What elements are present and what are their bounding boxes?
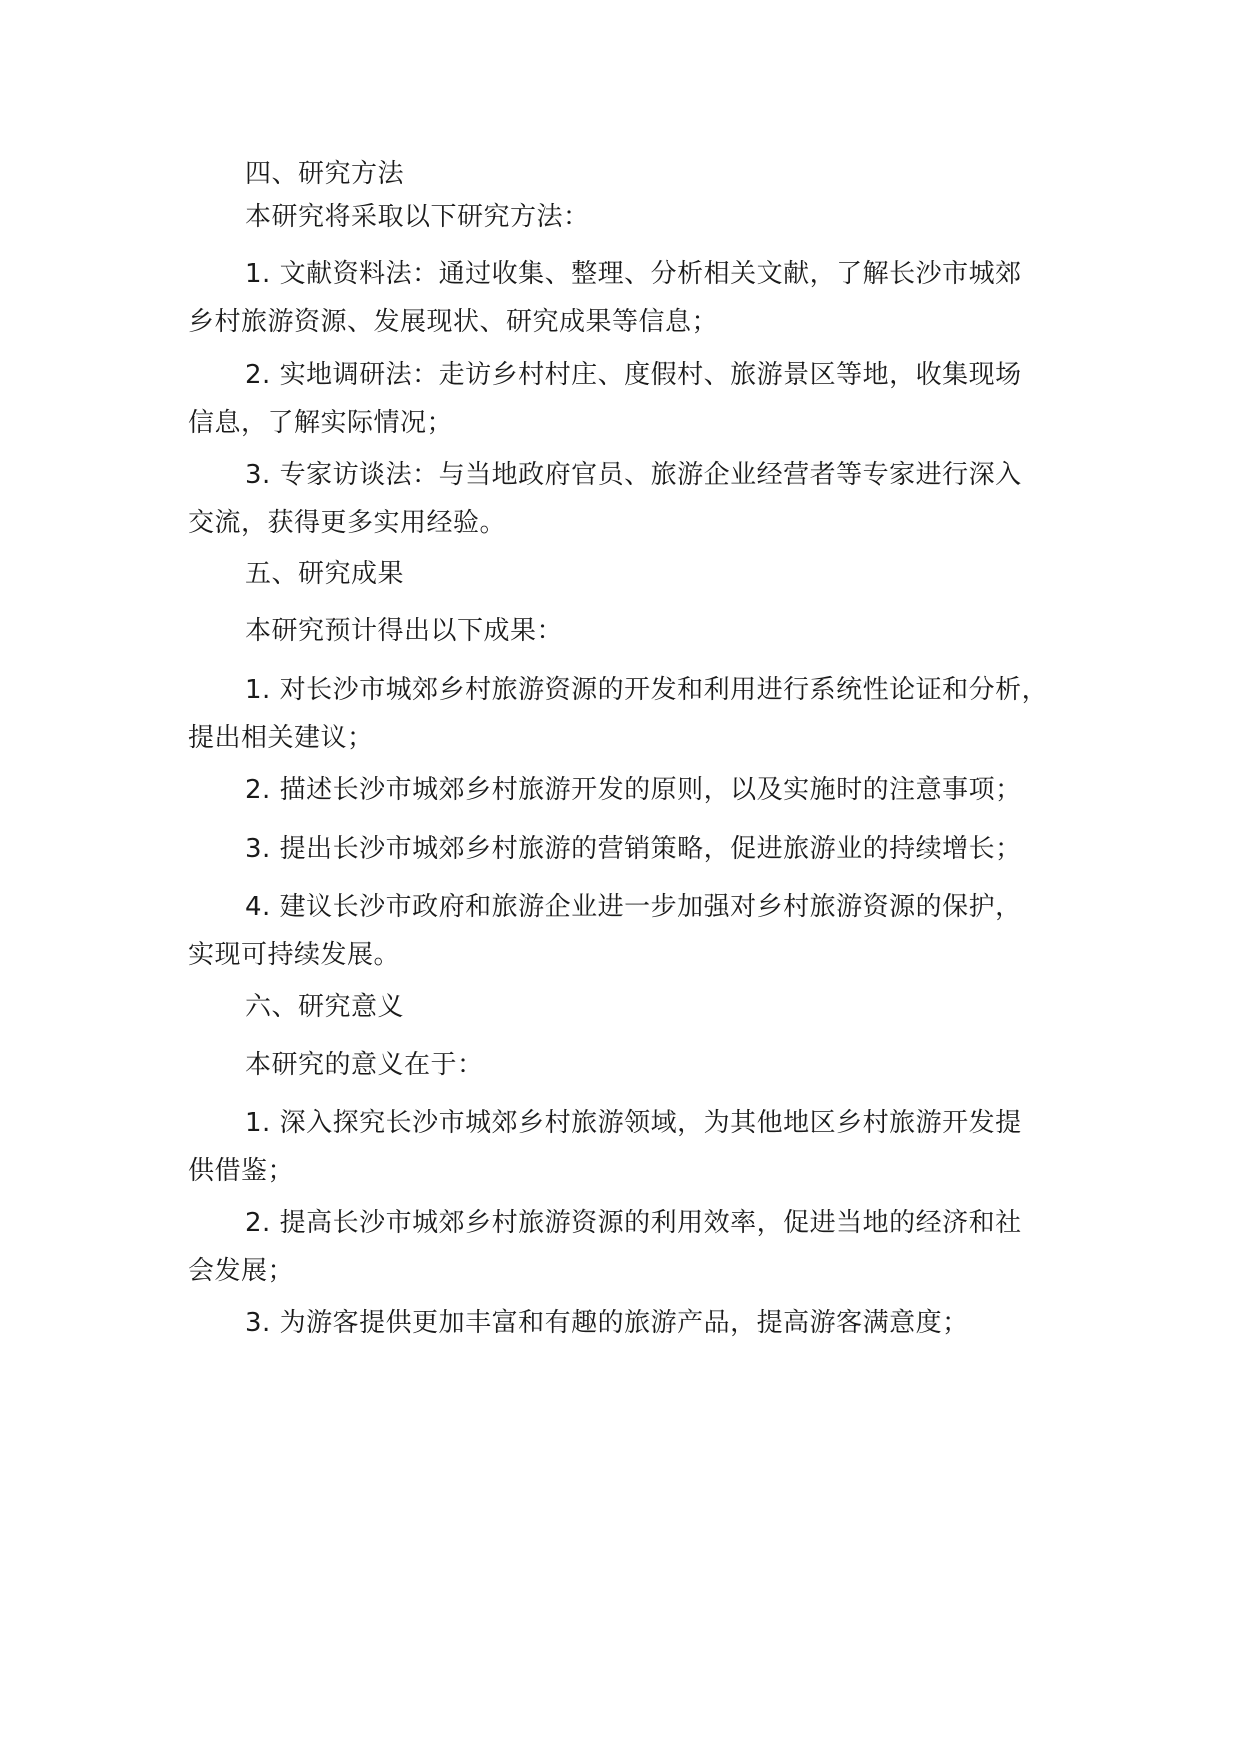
text-line: 1. 深入探究长沙市城郊乡村旅游领域，为其他地区乡村旅游开发提: [245, 1108, 1022, 1138]
list-item: [188, 825, 1088, 873]
text-line: 1. 对长沙市城郊乡村旅游资源的开发和利用进行系统性论证和分析，: [245, 675, 1049, 705]
text-line: 交流，获得更多实用经验。: [188, 508, 507, 538]
text-line: 2. 描述长沙市城郊乡村旅游开发的原则，以及实施时的注意事项；: [245, 775, 1022, 805]
text-line: 本研究预计得出以下成果：: [245, 616, 564, 646]
paragraph: [188, 607, 1088, 655]
text-line: 2. 提高长沙市城郊乡村旅游资源的利用效率，促进当地的经济和社: [245, 1208, 1022, 1238]
list-item: [188, 883, 1088, 979]
text-line: 本研究的意义在于：: [245, 1050, 484, 1080]
section-heading-significance: [188, 983, 1088, 1031]
text-line: 六、研究意义: [245, 992, 405, 1022]
text-line: 3. 专家访谈法：与当地政府官员、旅游企业经营者等专家进行深入: [245, 460, 1022, 490]
text-line: 本研究将采取以下研究方法：: [245, 202, 590, 232]
text-line: 信息，了解实际情况；: [188, 408, 454, 438]
text-line: 3. 为游客提供更加丰富和有趣的旅游产品，提高游客满意度；: [245, 1308, 969, 1338]
paragraph: [188, 193, 1088, 241]
list-item: [188, 250, 1088, 346]
list-item: [188, 1099, 1088, 1195]
list-item: [188, 351, 1088, 447]
list-item: [188, 766, 1088, 814]
text-line: 实现可持续发展。: [188, 940, 401, 970]
list-item: [188, 1199, 1088, 1295]
text-line: 会发展；: [188, 1256, 295, 1286]
text-line: 2. 实地调研法：走访乡村村庄、度假村、旅游景区等地，收集现场: [245, 360, 1022, 390]
text-line: 3. 提出长沙市城郊乡村旅游的营销策略，促进旅游业的持续增长；: [245, 834, 1022, 864]
text-line: 提出相关建议；: [188, 723, 374, 753]
list-item: [188, 666, 1088, 762]
text-line: 五、研究成果: [245, 559, 405, 589]
text-line: 供借鉴；: [188, 1156, 295, 1186]
text-line: 1. 文献资料法：通过收集、整理、分析相关文献，了解长沙市城郊: [245, 259, 1022, 289]
text-line: 4. 建议长沙市政府和旅游企业进一步加强对乡村旅游资源的保护，: [245, 892, 1022, 922]
text-line: 乡村旅游资源、发展现状、研究成果等信息；: [188, 307, 719, 337]
section-heading-results: [188, 550, 1088, 598]
text-line: 四、研究方法: [245, 159, 405, 189]
list-item: [188, 451, 1088, 547]
section-heading-methods: [188, 150, 1088, 198]
paragraph: [188, 1041, 1088, 1089]
list-item: [188, 1299, 1088, 1347]
